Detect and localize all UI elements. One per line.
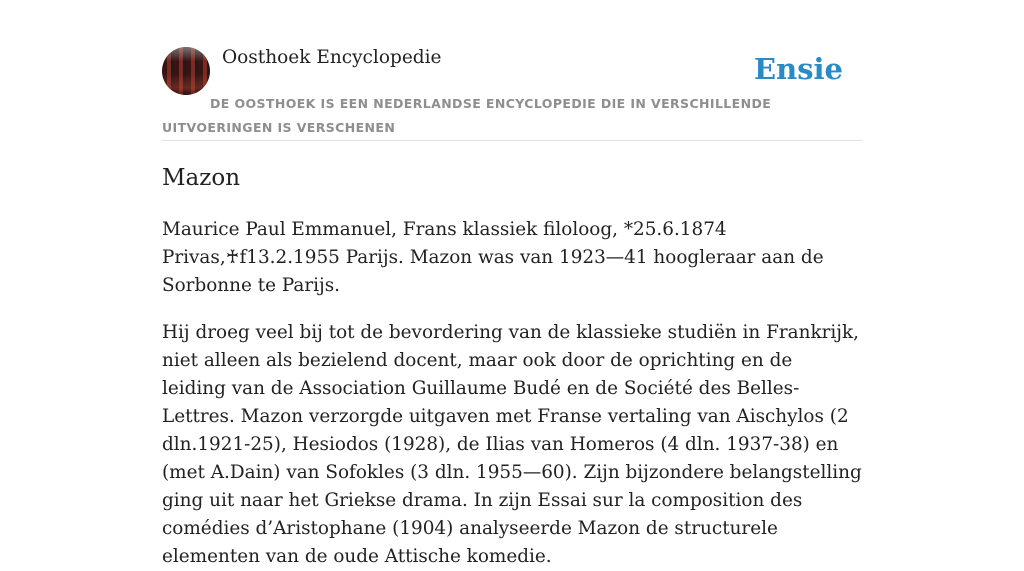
site-tagline: DE OOSTHOEK IS EEN NEDERLANDSE ENCYCLOPEDIE DIE IN VERSCHILLENDE UITVOERINGEN IS VERSCHENEN [162, 96, 772, 135]
article [162, 160, 862, 571]
site-name-link[interactable]: Oosthoek Encyclopedie [222, 47, 442, 68]
article-paragraph-2: Hij droeg veel bij tot de bevordering van de klassieke studiën in Frankrijk, niet alleen als bezielend docent, maar ook door de oprichting en de leiding van de Association Guillaume Budé en de Société des Belles-Lettres. Mazon verzorgde uitgaven met Franse vertaling van Aischylos (2 dln.1921-25), Hesiodos (1928), de Ilias van Homeros (4 dln. 1937-38) en (met A.Dain) van Sofokles (3 dln. 1955—60). Zijn bijzondere belangstelling ging uit naar het Griekse drama. In zijn Essai sur la composition des comédies d’Aristophane (1904) analyseerde Mazon de structurele elementen van de oude Attische komedie. [162, 322, 862, 567]
ensie-logo-link[interactable]: Ensie [754, 52, 843, 86]
article-paragraph-1: Maurice Paul Emmanuel, Frans klassiek filoloog, *25.6.1874 Privas,♰f13.2.1955 Parijs. Mazon was van 1923—41 hoogleraar aan de Sorbonne te Parijs. [162, 219, 824, 296]
avatar-image [162, 47, 210, 95]
article-title: Mazon [162, 165, 241, 191]
site-header [162, 44, 862, 141]
encyclopedia-avatar[interactable] [162, 47, 210, 95]
